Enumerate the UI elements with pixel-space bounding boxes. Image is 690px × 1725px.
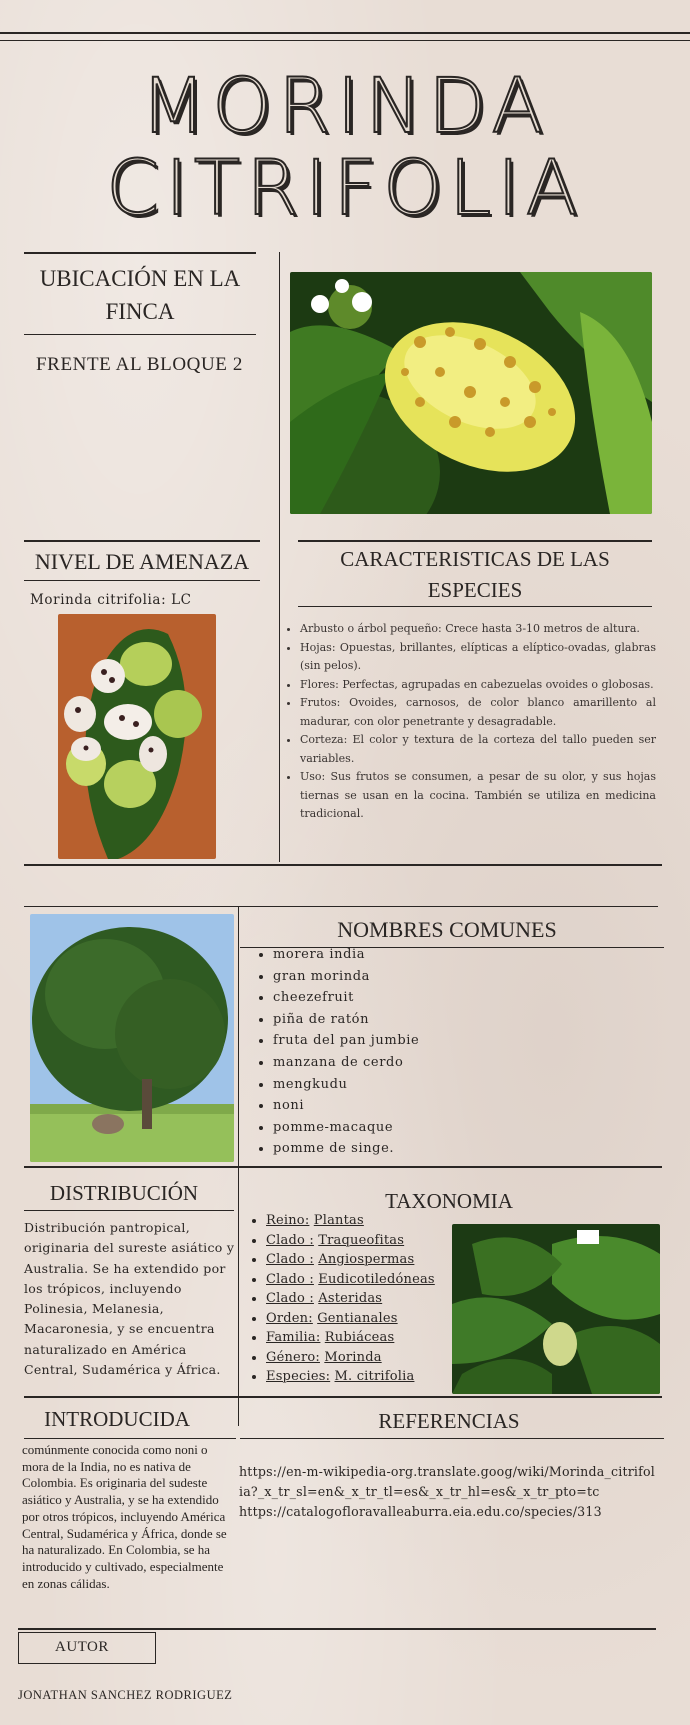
page-title-line2: CITRIFOLIA xyxy=(106,143,584,232)
taxonomy-value[interactable]: Asteridas xyxy=(318,1291,383,1306)
taxonomy-item xyxy=(266,1309,448,1329)
taxonomy-item xyxy=(266,1348,448,1368)
taxonomia-list xyxy=(248,1211,448,1387)
taxonomy-value[interactable]: Gentianales xyxy=(317,1310,398,1326)
taxonomy-rank: Género: xyxy=(266,1349,320,1365)
common-name-item: • gran morinda xyxy=(273,966,635,988)
taxonomy-rank: Reino: xyxy=(266,1213,310,1228)
autor-box xyxy=(18,1632,156,1664)
distribucion-heading: DISTRIBUCIÓN xyxy=(49,1181,199,1205)
taxonomy-value[interactable]: M. citrifolia xyxy=(334,1369,415,1384)
taxonomy-item xyxy=(266,1270,448,1290)
amenaza-top-rule xyxy=(24,540,260,542)
taxonomy-item xyxy=(266,1367,448,1387)
page-title-line1: MORINDA xyxy=(140,61,550,150)
taxonomy-item xyxy=(266,1328,448,1348)
caracteristicas-top-rule xyxy=(298,540,652,542)
reference-link-2[interactable]: https://catalogofloravalleaburra.eia.edu.co/species/313 xyxy=(239,1504,602,1519)
taxonomy-rank: Orden: xyxy=(266,1310,313,1326)
common-name-item: • fruta del pan jumbie xyxy=(273,1030,635,1052)
amenaza-value: Morinda citrifolia: LC xyxy=(30,592,192,608)
caracteristicas-list xyxy=(282,620,656,824)
nombres-list xyxy=(255,944,635,1160)
taxonomy-rank: Especies: xyxy=(266,1369,331,1384)
common-name-item: • pomme de singe. xyxy=(273,1138,635,1160)
distribucion-top-rule xyxy=(24,1166,662,1168)
footer-rule xyxy=(18,1628,656,1630)
taxonomy-value[interactable]: Plantas xyxy=(313,1213,364,1228)
caracteristica-item: • Arbusto o árbol pequeño: Crece hasta 3-10 metros de altura. xyxy=(300,620,656,639)
common-name-item: • pomme-macaque xyxy=(273,1117,635,1139)
ubicacion-top-rule xyxy=(24,252,256,254)
taxonomia-heading: TAXONOMIA xyxy=(385,1189,513,1213)
middle-rule-2 xyxy=(24,906,658,907)
top-rule xyxy=(0,32,690,34)
introducida-text: comúnmente conocida como noni o mora de la India, no es nativa de Colombia. Es originaria del sudeste asiático y Australia, y se ha extendido por otros trópicos, incluyendo América Central, Sudamérica y África, donde se ha naturalizado. En Colombia, se ha introducido y cultivado, especialmente en zonas cálidas. xyxy=(22,1442,227,1591)
caracteristica-item: • Hojas: Opuestas, brillantes, elípticas a elíptico-ovadas, glabras (sin pelos). xyxy=(300,639,656,676)
taxonomy-rank: Clado : xyxy=(266,1252,314,1267)
caracteristicas-bottom-rule xyxy=(298,606,652,607)
taxonomy-rank: Clado : xyxy=(266,1232,314,1248)
caracteristica-item: • Frutos: Ovoides, carnosos, de color blanco amarillento al madurar, con olor penetrante y desagradable. xyxy=(300,694,656,731)
introducida-bottom-rule xyxy=(24,1438,236,1439)
referencias-heading: REFERENCIAS xyxy=(378,1409,520,1433)
top-vertical-divider xyxy=(279,252,280,862)
taxonomy-item xyxy=(266,1289,448,1309)
taxonomy-value[interactable]: Angiospermas xyxy=(318,1252,415,1267)
reference-link-1[interactable]: https://en-m-wikipedia-org.translate.goog/wiki/Morinda_citrifolia?_x_tr_sl=en&_x_tr_tl=es&_x_tr_hl=es&_x_tr_pto=tc xyxy=(239,1464,656,1499)
common-name-item: • mengkudu xyxy=(273,1074,635,1096)
taxonomy-value[interactable]: Traqueofitas xyxy=(318,1232,405,1248)
distribucion-bottom-rule xyxy=(24,1210,234,1211)
taxonomy-rank: Clado : xyxy=(266,1271,314,1287)
cut-fruits-photo xyxy=(58,614,216,859)
referencias-bottom-rule xyxy=(240,1438,664,1439)
noni-fruit-photo xyxy=(290,272,652,514)
amenaza-heading: NIVEL DE AMENAZA xyxy=(34,549,250,574)
common-name-item: • cheezefruit xyxy=(273,987,635,1009)
common-name-item: • noni xyxy=(273,1095,635,1117)
caracteristica-item: • Corteza: El color y textura de la corteza del tallo pueden ser variables. xyxy=(300,731,656,768)
caracteristica-item: • Uso: Sus frutos se consumen, a pesar de su olor, y sus hojas tiernas se usan en la cocina. También se utiliza en medicina tradicional. xyxy=(300,768,656,824)
introducida-heading: INTRODUCIDA xyxy=(44,1407,190,1431)
taxonomy-item xyxy=(266,1211,448,1231)
amenaza-bottom-rule xyxy=(24,580,260,581)
taxonomy-rank: Clado : xyxy=(266,1291,314,1306)
tree-photo xyxy=(30,914,234,1162)
autor-label: AUTOR xyxy=(55,1639,109,1655)
autor-name: JONATHAN SANCHEZ RODRIGUEZ xyxy=(18,1688,233,1702)
common-name-item: • piña de ratón xyxy=(273,1009,635,1031)
noni-leaves-photo xyxy=(452,1224,660,1394)
taxonomy-value[interactable]: Eudicotiledóneas xyxy=(318,1271,435,1287)
referencias-list xyxy=(239,1462,659,1522)
taxonomy-item xyxy=(266,1250,448,1270)
taxonomy-value[interactable]: Rubiáceas xyxy=(324,1330,395,1345)
nombres-heading: NOMBRES COMUNES xyxy=(337,917,557,942)
caracteristica-item: • Flores: Perfectas, agrupadas en cabezuelas ovoides o globosas. xyxy=(300,676,656,695)
top-rule-thin xyxy=(0,40,690,41)
common-name-item: • manzana de cerdo xyxy=(273,1052,635,1074)
common-name-item: • morera india xyxy=(273,944,635,966)
caracteristicas-heading: CARACTERISTICAS DE LAS ESPECIES xyxy=(340,547,610,602)
distribucion-text: Distribución pantropical, originaria del sureste asiático y Australia. Se ha extendido por los trópicos, incluyendo Polinesia, Melanesia, Macaronesia, y se encuentra naturalizado en América Central, Sudamérica y África. xyxy=(24,1220,235,1378)
ubicacion-value: FRENTE AL BLOQUE 2 xyxy=(36,354,243,375)
lower-rule xyxy=(24,1396,662,1398)
ubicacion-heading: UBICACIÓN EN LA FINCA xyxy=(39,266,241,324)
ubicacion-bottom-rule xyxy=(24,334,256,335)
taxonomy-item xyxy=(266,1231,448,1251)
middle-rule xyxy=(24,864,662,866)
taxonomy-value[interactable]: Morinda xyxy=(324,1349,382,1365)
taxonomy-rank: Familia: xyxy=(266,1330,321,1345)
